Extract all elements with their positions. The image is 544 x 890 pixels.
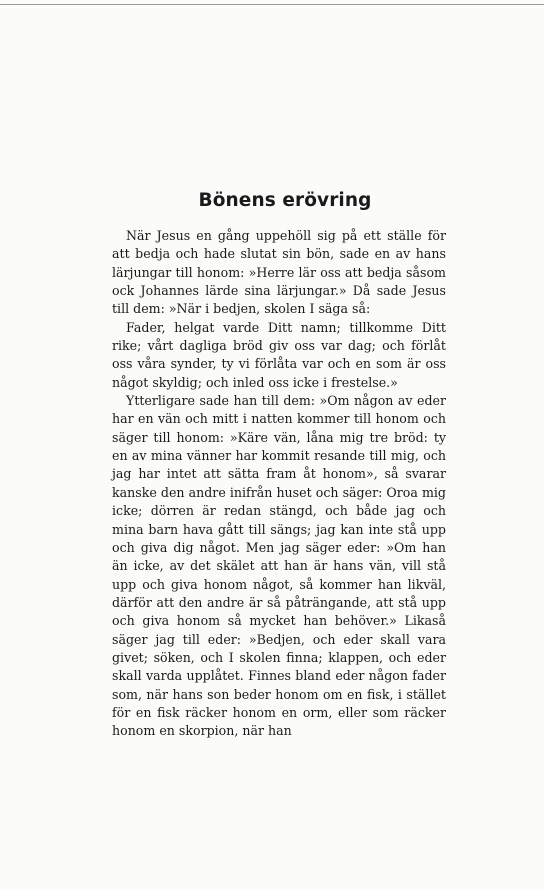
chapter-title: Bönens erövring	[198, 190, 372, 211]
book-page	[112, 186, 446, 741]
page-top-edge-line	[0, 4, 544, 5]
paragraph-2: Fader, helgat varde Ditt namn; tillkomme Ditt rike; vårt dagliga bröd giv oss var dag; och förlåt oss våra synder, ty vi förlåta var och en som är oss något skyldig; och inled oss icke i frestelse.»	[112, 319, 446, 390]
paragraph-1: När Jesus en gång uppehöll sig på ett ställe för att bedja och hade slutat sin bön, sade en av hans lärjungar till honom: »Herre lär oss att bedja såsom ock Johannes lärde sina lärjungar.» Då sade Jesus till dem: »När i bedjen, skolen I säga så:	[112, 228, 446, 317]
paragraph-3: Ytterligare sade han till dem: »Om någon av eder har en vän och mitt i natten kommer till honom och säger till honom: »Käre vän, låna mig tre bröd: ty en av mina vänner har kommit resande till mig, och jag har intet att sätta fram åt honom», så svarar kanske den andre inifrån huset och säger: Oroa mig icke; dörren är redan stängd, och både jag och mina barn hava gått till sängs; jag kan inte stå upp och giva dig något. Men jag säger eder: »Om han än icke, av det skälet att han är hans vän, vill stå upp och giva honom något, så kommer han likväl, därför att den andre är så påträngande, att stå upp och giva honom så mycket han behöver.» Likaså säger jag till eder: »Bedjen, och eder skall vara givet; söken, och I skolen finna; klappen, och eder skall varda upplåtet. Finnes bland eder någon fader som, när hans son beder honom om en fisk, i stället för en fisk räcker honom en orm, eller som räcker honom en skorpion, när han	[112, 393, 446, 739]
